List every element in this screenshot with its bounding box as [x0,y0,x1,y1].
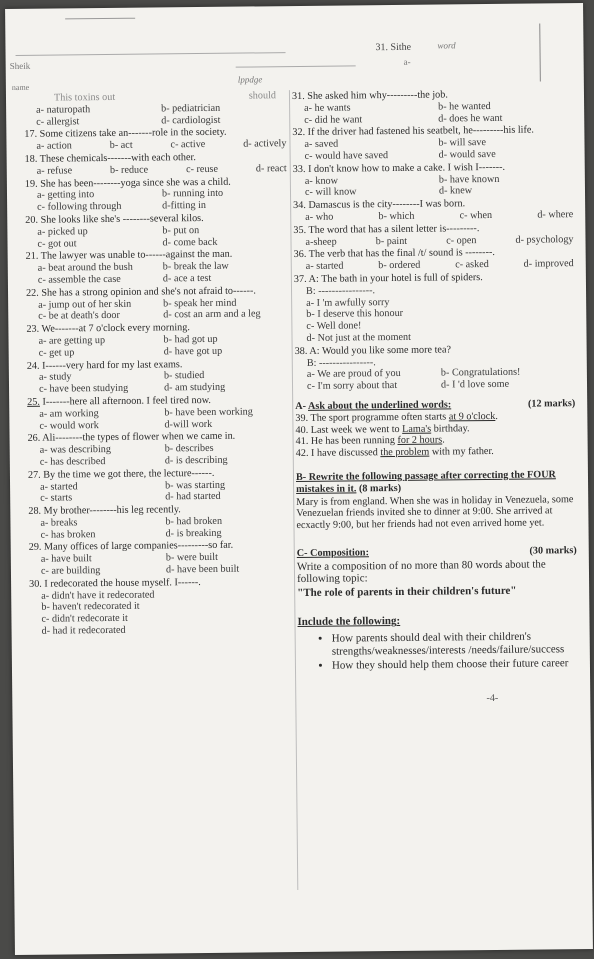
faint-rule [16,52,286,56]
q29-option-d: d- have been built [165,563,240,576]
q38-options [295,366,575,393]
q38-text: 38. A: Would you like some more tea? [294,344,452,357]
q19-option-a: a- getting into [36,189,95,202]
q22-option-b: b- speak her mind [163,297,237,309]
q38-option-d: d- I 'd love some [440,378,510,391]
q30-option-a: a- didn't have it redecorated [41,589,155,602]
q17-option-d: d- actively [243,138,287,150]
q22-option-c: c- be at death's door [38,310,120,323]
q30-option-d: d- had it redecorated [41,624,126,637]
q22-option-d: d- cost an arm and a leg [163,308,261,321]
q25-option-a: a- am working [39,407,99,420]
q34-option-d: d- where [537,209,574,221]
q38-b-line: B: ----------------. [306,356,376,369]
q23-option-d: d- have got up [163,345,223,358]
q30-option-b: b- haven't redecorated it [41,601,140,614]
q20-option-b: b- put on [162,224,200,237]
q27-option-b: b- was starting [165,479,226,491]
q21-option-a: a- beat around the bush [37,261,133,274]
q16-option-a: a- naturopath [36,103,91,116]
q35-option-d: d- psychology [515,233,574,246]
q33-text: 33. I don't know how to make a cake. I wish I-------. [292,161,506,175]
q29-text: 29. Many offices of large companies---------so far. [28,540,234,554]
q33-option-a: a- know [304,175,339,187]
q26-option-d: d- is describing [164,454,228,467]
q24-options [27,369,289,395]
q35-option-c: c- open [446,234,477,247]
q26-option-c: c- has described [39,455,106,468]
passage-text: Mary is from england. When she was in holiday in Venezuela, some Venezuelan friends invited she to dinner at 9:00. She arrived at ecxactly 9:00, but her friends had not even arrived home yet. [296,493,574,532]
faint-header-left: Sheik [9,60,31,72]
q21-option-c: c- assemble the case [37,273,121,286]
q25-number: 25. [27,396,40,408]
q42-underlined: the problem [380,446,430,459]
point-1: • How parents should deal with their children's strengths/weaknesses/interests /needs/failure/success [332,630,578,658]
q25-option-b: b- have been working [164,406,253,419]
q28-option-d: d- is breaking [165,527,222,540]
section-c-marks: (30 marks) [529,544,577,557]
q35-text: 35. The word that has a silent letter is---------. [293,222,480,236]
faint-header-mid: lppdge [237,74,263,85]
q29-option-b: b- were built [165,552,218,564]
q18-text: 18. These chemicals-------with each other. [24,152,196,165]
q33-options [293,173,573,200]
q30-option-c: c- didn't redecorate it [41,613,128,625]
q31-option-b: b- he wanted [438,100,491,113]
q35-option-a: a-sheep [305,236,337,248]
q17-option-c: c- active [170,139,206,151]
q32-options [292,136,572,163]
q32-option-d: d- would save [438,148,496,161]
faint-header-name: name [11,82,30,92]
q20-text: 20. She looks like she's --------several kilos. [25,212,204,226]
q36-option-c: c- asked [455,259,489,271]
q28-options [28,515,290,541]
q18-option-a: a- refuse [36,165,73,177]
faint-header-area [5,3,584,93]
q25-option-c: c- would work [39,419,99,432]
page-number: -4- [486,692,499,704]
q28-option-c: c- has broken [40,528,96,541]
q32-option-c: c- would have saved [304,150,389,162]
q28-option-a: a- breaks [40,517,78,529]
q21-option-b: b- break the law [162,260,229,273]
q40-underlined: Lama's [402,423,432,435]
q27-text: 27. By the time we got there, the lecture------. [27,467,215,481]
section-b-heading [296,469,576,496]
q32-text: 32. If the driver had fastened his seatbelt, he---------his life. [292,124,534,139]
q16-options [24,102,286,128]
q37-option-b: b- I deserve this honour [306,308,404,321]
include-heading: Include the following: [297,615,401,629]
q38-option-a: a- We are proud of you [306,368,401,381]
q18-option-b: b- reduce [109,164,149,176]
q19-option-d: d-fitting in [162,200,207,212]
composition-instructions: Write a composition of no more than 80 words about the following topic: [296,558,546,586]
q35-option-b: b- paint [375,235,408,247]
q16-option-b: b- pediatrician [161,102,221,115]
faint-margin-line [539,23,541,81]
faint-header-word: word [437,40,456,51]
q37-text: 37. A: The bath in your hotel is full of spiders. [293,272,483,285]
composition-topic: "The role of parents in their children's future" [297,584,517,599]
section-a-prefix: A- [295,400,309,412]
q37-b-line: B: ----------------. [305,284,376,297]
q18-option-c: c- reuse [185,163,219,175]
q38-option-b: b- Congratulations! [440,367,521,379]
q31-text: 31. She asked him why---------the job. [291,89,448,103]
q24-option-b: b- studied [163,370,205,382]
q21-option-d: d- ace a test [162,272,212,285]
q17-text: 17. Some citizens take an-------role in the society. [24,127,227,141]
q42: 42. I have discussed the problem with my father. [295,446,494,460]
q26-options [28,442,290,468]
q20-options [25,224,287,250]
q36-option-a: a- started [305,260,344,273]
q33-option-b: b- have known [438,173,500,186]
q28-text: 28. My brother--------his leg recently. [28,504,181,517]
q17-option-b: b- act [109,139,133,152]
q39: 39. The sport programme often starts at 9 o'clock. [295,410,498,424]
q30-text: 30. I redecorated the house myself. I------. [29,576,201,590]
q28-option-b: b- had broken [165,515,223,528]
q25-stem: I-------here all afternoon. I feel tired now. [39,394,211,408]
section-c-title: C- Composition: [296,547,370,559]
left-column [24,90,292,638]
q33-option-d: d- knew [438,185,473,197]
q34-option-c: c- when [459,209,493,222]
q23-option-c: c- get up [38,347,75,359]
exam-page [5,3,593,955]
q27-option-d: d- had started [165,491,221,503]
q33-option-c: c- will know [304,186,357,199]
q29-options [29,551,291,577]
q40: 40. Last week we went to Lama's birthday. [295,422,470,436]
q23-option-b: b- had got up [163,333,218,346]
q21-options [26,260,288,286]
q34-text: 34. Damascus is the city--------I was born. [293,198,466,212]
section-b-marks: (8 marks) [358,482,402,495]
q29-option-c: c- are building [40,565,101,577]
section-b-title: B- Rewrite the following passage after correcting the FOUR mistakes in it. [295,469,556,495]
q22-text: 22. She has a strong opinion and she's not afraid to------. [25,285,256,299]
q34-option-a: a- who [305,211,334,223]
q32-option-b: b- will save [438,137,487,149]
q31-option-c: c- did he want [304,113,363,126]
q17-option-a: a- action [36,140,72,152]
q25-option-d: d-will work [164,418,213,430]
section-a-marks: (12 marks) [527,398,576,410]
q21-text: 21. The lawyer was unable to------against the man. [25,249,233,263]
q22-option-a: a- jump out of her skin [38,298,132,311]
q24-option-d: d- am studying [163,381,226,394]
q34-option-b: b- which [378,210,415,223]
q27-options [28,479,290,505]
q26-option-a: a- was describing [39,444,112,456]
q24-option-a: a- study [38,371,72,384]
q24-text: 24. I------very hard for my last exams. [26,358,183,372]
q31-option-a: a- he wants [304,102,351,114]
q37-option-c: c- Well done! [306,320,362,333]
q20-option-c: c- got out [37,237,77,250]
q23-text: 23. We-------at 7 o'clock every morning. [26,322,190,335]
composition-points [298,630,578,672]
q16-option-c: c- allergist [36,115,80,128]
q20-option-a: a- picked up [37,225,88,238]
q25-options [27,406,289,432]
faint-top-line: This toxins out should [53,90,277,104]
q38-option-c: c- I'm sorry about that [306,380,398,393]
q41: 41. He has been running for 2 hours. [295,434,445,448]
q16-option-d: d- cardiologist [161,114,221,127]
faint-line [65,18,135,20]
point-2: • How they should help them choose their future career [332,657,578,672]
q19-options [25,187,287,213]
q31-options [292,100,572,127]
q37-option-a: a- I 'm awfully sorry [306,296,390,309]
q26-option-b: b- describes [164,443,214,455]
q32-option-a: a- saved [304,138,339,151]
q23-options [26,333,288,359]
q20-option-d: d- come back [162,236,218,248]
q36-text: 36. The verb that has the final /t/ sound is --------. [293,247,495,261]
section-a-title: Ask about the underlined words: [307,399,452,412]
q36-option-b: b- ordered [378,259,421,272]
q29-option-a: a- have built [40,553,92,565]
faint-header-right: 31. Sithe [375,41,412,54]
q24-option-c: c- have been studying [38,382,129,395]
q19-option-b: b- running into [161,188,224,200]
q27-option-c: c- starts [40,492,73,505]
q27-option-a: a- started [40,480,78,493]
q37-option-d: d- Not just at the moment [306,331,412,344]
q39-underlined: at 9 o'clock [448,410,496,423]
q22-options [26,297,288,323]
q23-option-a: a- are getting up [38,334,106,347]
right-column [292,87,578,706]
faint-rule-2 [236,65,356,67]
q19-text: 19. She has been--------yoga since she was a child. [24,176,231,190]
q19-option-c: c- following through [37,201,122,213]
faint-header-a: a- [403,56,411,67]
q18-option-d: d- react [255,162,287,175]
q31-option-d: d- does he want [438,112,503,125]
q26-text: 26. Ali--------the types of flower when we came in. [27,430,236,445]
q36-option-d: d- improved [523,258,574,270]
q41-underlined: for 2 hours [397,434,443,447]
